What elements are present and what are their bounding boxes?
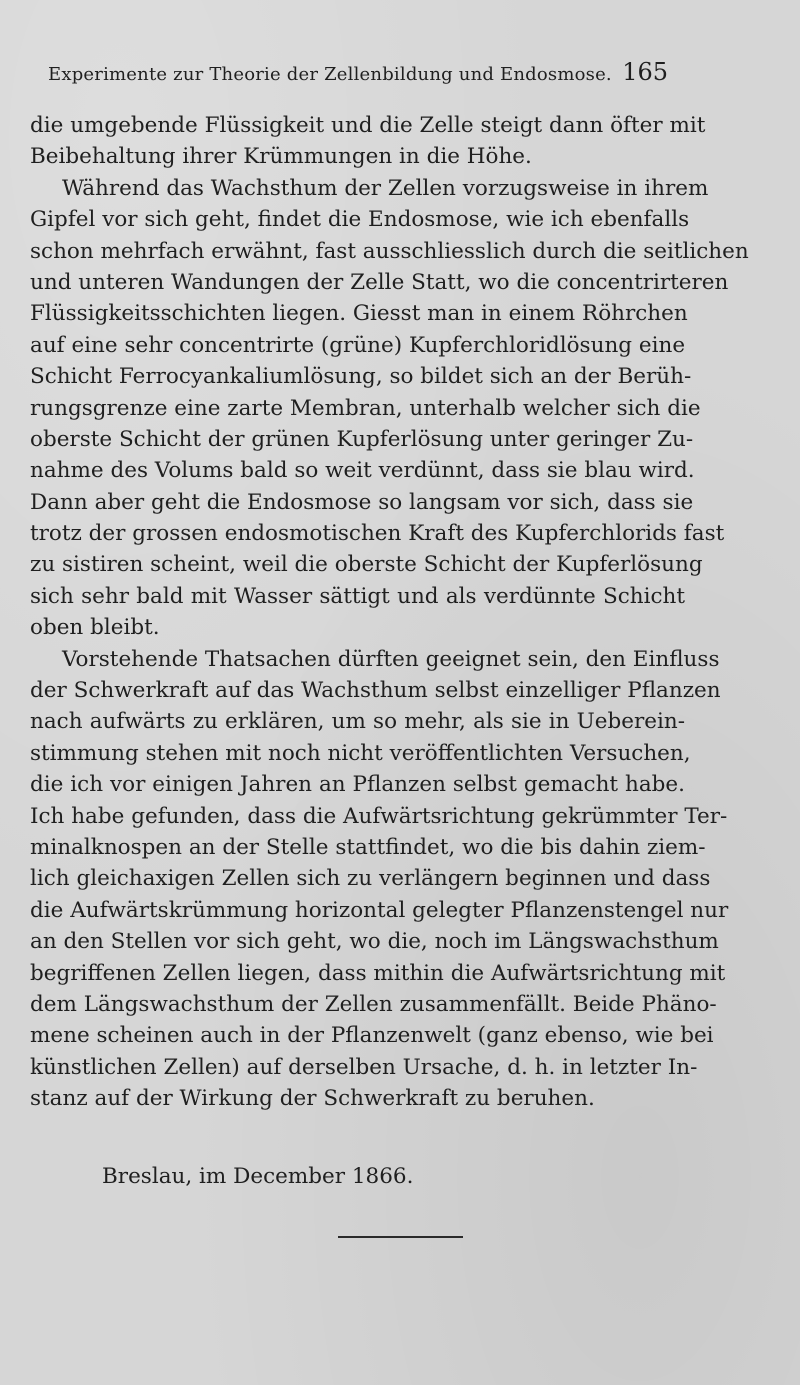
text-line: Flüssigkeitsschichten liegen. Giesst man in einem Röhrchen [30, 301, 688, 327]
text-line: schon mehrfach erwähnt, fast ausschliesslich durch die seitlichen [30, 238, 749, 264]
running-head: Experimente zur Theorie der Zellenbildung und Endosmose. [48, 64, 612, 85]
text-line: der Schwerkraft auf das Wachsthum selbst einzelliger Pflanzen [30, 678, 721, 704]
body-text [30, 110, 749, 1115]
text-line: und unteren Wandungen der Zelle Statt, wo die concentrirteren [30, 269, 729, 295]
page-number: 165 [622, 58, 668, 86]
text-line: sich sehr bald mit Wasser sättigt und als verdünnte Schicht [30, 583, 685, 609]
text-line: nach aufwärts zu erklären, um so mehr, als sie in Ueberein- [30, 709, 685, 735]
text-line: auf eine sehr concentrirte (grüne) Kupferchloridlösung eine [30, 332, 686, 358]
text-line: Ich habe gefunden, dass die Aufwärtsrichtung gekrümmter Ter- [30, 803, 728, 829]
text-line: trotz der grossen endosmotischen Kraft des Kupferchlorids fast [30, 521, 725, 547]
text-line: stanz auf der Wirkung der Schwerkraft zu beruhen. [30, 1086, 595, 1112]
text-line: Dann aber geht die Endosmose so langsam vor sich, dass sie [30, 489, 694, 515]
text-line: begriffenen Zellen liegen, dass mithin die Aufwärtsrichtung mit [30, 960, 726, 986]
text-line: zu sistiren scheint, weil die oberste Schicht der Kupferlösung [30, 552, 703, 578]
text-line: Schicht Ferrocyankaliumlösung, so bildet sich an der Berüh- [30, 364, 692, 390]
page-header [48, 58, 668, 90]
text-line: stimmung stehen mit noch nicht veröffentlichten Versuchen, [30, 740, 691, 766]
text-line: minalknospen an der Stelle stattfindet, wo die bis dahin ziem- [30, 834, 706, 860]
text-line: künstlichen Zellen) auf derselben Ursache, d. h. in letzter In- [30, 1054, 698, 1080]
text-line: Gipfel vor sich geht, findet die Endosmose, wie ich ebenfalls [30, 207, 690, 233]
text-line: lich gleichaxigen Zellen sich zu verlängern beginnen und dass [30, 866, 711, 892]
text-line: Während das Wachsthum der Zellen vorzugsweise in ihrem [62, 175, 709, 201]
text-line: an den Stellen vor sich geht, wo die, noch im Längswachsthum [30, 929, 719, 955]
closing-rule [338, 1236, 463, 1238]
text-line: Beibehaltung ihrer Krümmungen in die Höhe. [30, 144, 532, 170]
text-line: nahme des Volums bald so weit verdünnt, dass sie blau wird. [30, 458, 695, 484]
text-line: die umgebende Flüssigkeit und die Zelle steigt dann öfter mit [30, 113, 706, 138]
text-line: mene scheinen auch in der Pflanzenwelt (ganz ebenso, wie bei [30, 1023, 714, 1049]
text-line: oberste Schicht der grünen Kupferlösung unter geringer Zu- [30, 426, 694, 452]
dateline: Breslau, im December 1866. [102, 1164, 414, 1189]
text-line: oben bleibt. [30, 615, 160, 641]
text-line: die Aufwärtskrümmung horizontal gelegter Pflanzenstengel nur [30, 897, 729, 923]
text-line: Vorstehende Thatsachen dürften geeignet sein, den Einfluss [62, 646, 720, 672]
text-line: dem Längswachsthum der Zellen zusammenfällt. Beide Phäno- [30, 991, 717, 1017]
text-line: die ich vor einigen Jahren an Pflanzen selbst gemacht habe. [30, 772, 685, 798]
text-line: rungsgrenze eine zarte Membran, unterhalb welcher sich die [30, 395, 701, 421]
